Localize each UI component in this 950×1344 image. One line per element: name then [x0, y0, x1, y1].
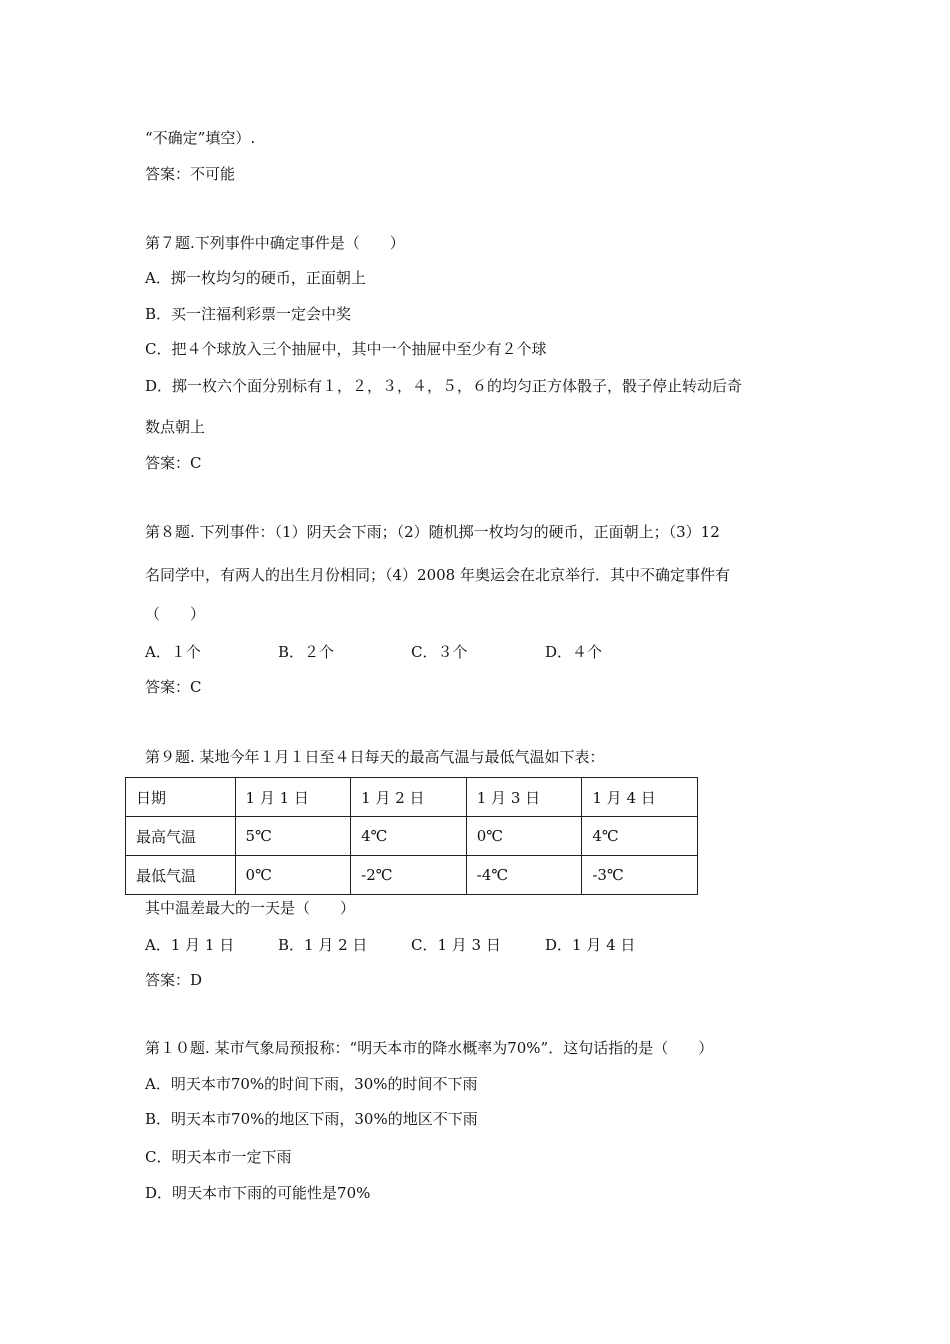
q9-answer: 答案：D	[145, 971, 203, 989]
q7-stem: 第７题.下列事件中确定事件是（ ）	[145, 234, 405, 252]
table-cell: 1 月 3 日	[466, 778, 582, 817]
q8-stem-line1: 第８题. 下列事件：（1）阴天会下雨；（2）随机掷一枚均匀的硬币，正面朝上；（3）12	[145, 523, 720, 541]
table-cell: 最低气温	[126, 856, 236, 895]
q8-stem-line3: （ ）	[145, 605, 206, 623]
q7-option-c: C．把４个球放入三个抽屉中，其中一个抽屉中至少有２个球	[145, 340, 547, 358]
table-cell: -3℃	[582, 856, 698, 895]
table-cell: -2℃	[351, 856, 467, 895]
table-row	[126, 856, 698, 895]
table-row	[126, 817, 698, 856]
q10-option-b: B．明天本市70%的地区下雨，30%的地区不下雨	[145, 1110, 478, 1128]
q7-option-a: A．掷一枚均匀的硬币，正面朝上	[145, 269, 366, 287]
q9-question: 其中温差最大的一天是（ ）	[145, 899, 356, 917]
temperature-table	[125, 777, 698, 895]
q9-option-a: A．1 月 1 日	[145, 936, 235, 954]
q9-option-c: C．1 月 3 日	[411, 936, 501, 954]
table-cell: 1 月 2 日	[351, 778, 467, 817]
q10-option-d: D．明天本市下雨的可能性是70%	[145, 1184, 371, 1202]
q7-option-d: D．掷一枚六个面分别标有１，２，３，４，５，６的均匀正方体骰子，骰子停止转动后奇	[145, 377, 743, 395]
q8-option-d: D．４个	[545, 643, 603, 661]
q8-stem-line2: 名同学中，有两人的出生月份相同；（4）2008 年奥运会在北京举行．其中不确定事件有	[145, 566, 730, 584]
q8-answer: 答案：C	[145, 678, 202, 696]
table-cell: 日期	[126, 778, 236, 817]
intro-answer: 答案：不可能	[145, 165, 236, 183]
table-row	[126, 778, 698, 817]
q8-option-b: B．２个	[278, 643, 335, 661]
q8-option-a: A．１个	[145, 643, 201, 661]
q8-option-c: C．３个	[411, 643, 468, 661]
intro-line: “不确定”填空）.	[145, 129, 256, 147]
q10-option-a: A．明天本市70%的时间下雨，30%的时间不下雨	[145, 1075, 478, 1093]
q10-option-c: C．明天本市一定下雨	[145, 1148, 292, 1166]
q8-options	[145, 641, 745, 661]
q9-option-d: D．1 月 4 日	[545, 936, 636, 954]
q7-answer: 答案：C	[145, 454, 202, 472]
q9-options	[145, 934, 745, 954]
q7-option-b: B．买一注福利彩票一定会中奖	[145, 305, 352, 323]
table-cell: 0℃	[466, 817, 582, 856]
table-cell: 4℃	[582, 817, 698, 856]
q10-stem: 第１０题. 某市气象局预报称：“明天本市的降水概率为70%”．这句话指的是（ ）	[145, 1039, 714, 1057]
table-cell: 5℃	[235, 817, 351, 856]
table-cell: 1 月 4 日	[582, 778, 698, 817]
table-cell: 1 月 1 日	[235, 778, 351, 817]
q9-option-b: B．1 月 2 日	[278, 936, 368, 954]
q9-stem: 第９题. 某地今年１月１日至４日每天的最高气温与最低气温如下表：	[145, 748, 605, 766]
table-cell: -4℃	[466, 856, 582, 895]
table-cell: 4℃	[351, 817, 467, 856]
q7-option-d-cont: 数点朝上	[145, 418, 206, 436]
table-cell: 0℃	[235, 856, 351, 895]
table-cell: 最高气温	[126, 817, 236, 856]
